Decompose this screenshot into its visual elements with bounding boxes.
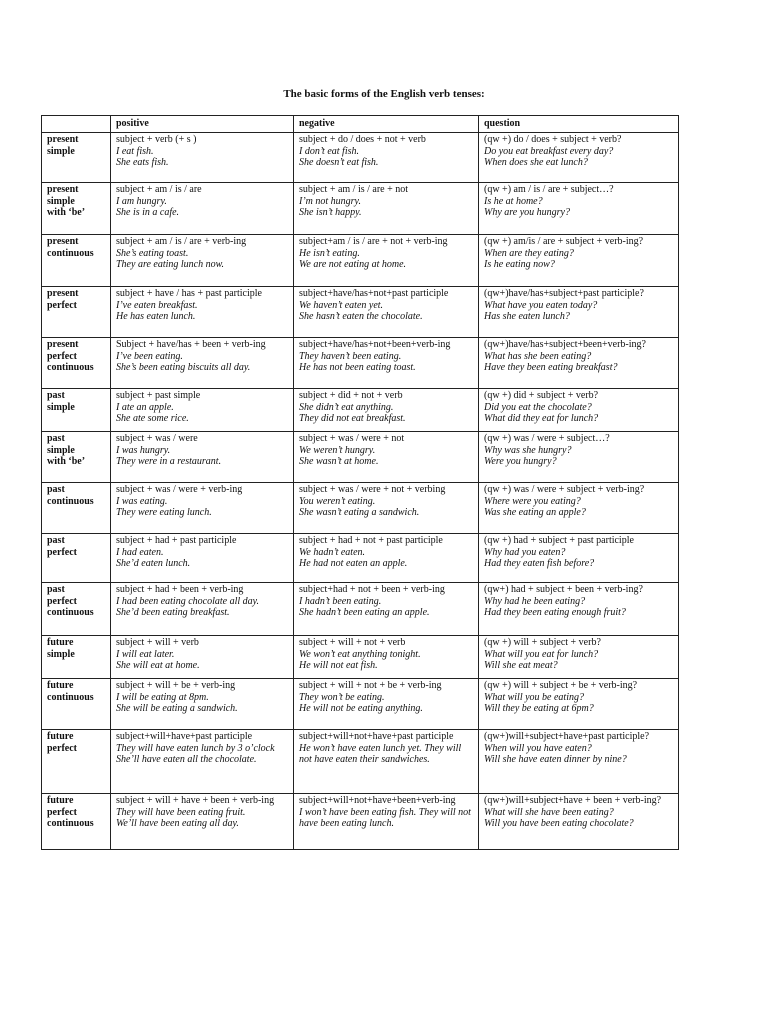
positive-example: They will have eaten lunch by 3 o’clock xyxy=(116,742,275,754)
table-row xyxy=(42,583,679,636)
table-row xyxy=(42,636,679,679)
negative-example: We hadn’t eaten. xyxy=(299,546,366,558)
tense-name-line: perfect xyxy=(47,595,77,607)
tense-name xyxy=(42,287,111,338)
table-row xyxy=(42,794,679,850)
question-cell xyxy=(479,133,679,183)
header-row xyxy=(42,116,679,133)
header-positive: positive xyxy=(111,116,294,133)
question-formula: (qw+)have/has+subject+been+verb-ing? xyxy=(484,339,646,350)
negative-example: I hadn’t been eating. xyxy=(299,595,382,607)
positive-cell xyxy=(111,338,294,389)
positive-example: She’d been eating breakfast. xyxy=(116,607,230,619)
negative-formula: subject+have/has+not+been+verb-ing xyxy=(299,339,451,350)
tense-name-line: past xyxy=(47,390,65,401)
positive-cell xyxy=(111,483,294,534)
tense-name-line: present xyxy=(47,339,79,350)
positive-example: We’ll have been eating all day. xyxy=(116,818,239,830)
negative-example: We won’t eat anything tonight. xyxy=(299,648,421,660)
tense-name-line: future xyxy=(47,680,74,691)
tense-name-line: present xyxy=(47,288,79,299)
negative-cell xyxy=(294,534,479,583)
question-example: Do you eat breakfast every day? xyxy=(484,145,614,157)
question-cell xyxy=(479,389,679,432)
tense-name xyxy=(42,183,111,235)
question-example: Why had he been eating? xyxy=(484,595,586,607)
negative-example: I’m not hungry. xyxy=(299,195,361,207)
negative-example: He isn’t eating. xyxy=(299,247,360,259)
question-example: Was she eating an apple? xyxy=(484,507,586,519)
tense-name xyxy=(42,338,111,389)
negative-example: He has not been eating toast. xyxy=(299,362,416,374)
positive-example: I was eating. xyxy=(116,495,168,507)
tense-name-line: future xyxy=(47,637,74,648)
tense-name-line: continuous xyxy=(47,691,94,703)
positive-formula: subject + will + have + been + verb-ing xyxy=(116,795,275,806)
header-tense xyxy=(42,116,111,133)
positive-example: I was hungry. xyxy=(116,444,171,456)
negative-formula: subject + am / is / are + not xyxy=(299,184,409,195)
negative-example: I don’t eat fish. xyxy=(299,145,359,157)
negative-example: He will not be eating anything. xyxy=(299,703,423,715)
question-example: Why are you hungry? xyxy=(484,207,570,219)
negative-example: We haven’t eaten yet. xyxy=(299,299,384,311)
tense-name-line: future xyxy=(47,731,74,742)
positive-example: I will be eating at 8pm. xyxy=(116,691,209,703)
tense-name xyxy=(42,133,111,183)
positive-example: They were eating lunch. xyxy=(116,507,212,519)
positive-formula: subject + have / has + past participle xyxy=(116,288,262,299)
tense-name xyxy=(42,235,111,287)
negative-cell xyxy=(294,235,479,287)
question-formula: (qw +) am/is / are + subject + verb-ing? xyxy=(484,236,644,247)
question-example: Had they been eating enough fruit? xyxy=(484,607,626,619)
question-cell xyxy=(479,183,679,235)
positive-example: I am hungry. xyxy=(116,195,167,207)
question-example: When are they eating? xyxy=(484,247,574,259)
question-example: When does she eat lunch? xyxy=(484,157,588,169)
positive-example: They will have been eating fruit. xyxy=(116,806,246,818)
tense-name xyxy=(42,534,111,583)
negative-cell xyxy=(294,794,479,850)
negative-example: She hasn’t eaten the chocolate. xyxy=(299,311,423,323)
tense-name-line: continuous xyxy=(47,362,94,374)
positive-cell xyxy=(111,636,294,679)
question-example: When will you have eaten? xyxy=(484,742,592,754)
header-question: question xyxy=(479,116,679,133)
positive-formula: subject + am / is / are + verb-ing xyxy=(116,236,247,247)
header-negative: negative xyxy=(294,116,479,133)
positive-example: I’ve been eating. xyxy=(116,350,183,362)
positive-formula: subject + had + past participle xyxy=(116,535,237,546)
question-formula: (qw +) was / were + subject…? xyxy=(484,433,610,444)
positive-cell xyxy=(111,235,294,287)
negative-example: We weren’t hungry. xyxy=(299,444,376,456)
negative-cell xyxy=(294,287,479,338)
negative-example: He will not eat fish. xyxy=(299,660,378,672)
positive-example: She’s eating toast. xyxy=(116,247,189,259)
negative-formula: subject + do / does + not + verb xyxy=(299,134,426,145)
negative-formula: subject + was / were + not + verbing xyxy=(299,484,446,495)
tense-name-line: continuous xyxy=(47,495,94,507)
tense-name-line: perfect xyxy=(47,546,77,558)
tense-name-line: perfect xyxy=(47,742,77,754)
negative-cell xyxy=(294,389,479,432)
question-formula: (qw +) had + subject + past participle xyxy=(484,535,634,546)
tense-name-line: present xyxy=(47,184,79,195)
negative-example: She isn’t happy. xyxy=(299,207,362,219)
question-formula: (qw +) did + subject + verb? xyxy=(484,390,599,401)
tense-name xyxy=(42,583,111,636)
question-example: Is he eating now? xyxy=(484,259,555,271)
positive-formula: subject + was / were + verb-ing xyxy=(116,484,243,495)
positive-formula: subject + will + be + verb-ing xyxy=(116,680,236,691)
positive-example: She is in a cafe. xyxy=(116,207,180,219)
negative-cell xyxy=(294,432,479,483)
table-row xyxy=(42,133,679,183)
tense-name-line: continuous xyxy=(47,247,94,259)
positive-formula: subject+will+have+past participle xyxy=(116,731,253,742)
question-cell xyxy=(479,679,679,730)
negative-example: They did not eat breakfast. xyxy=(299,413,406,425)
tense-name-line: present xyxy=(47,236,79,247)
tense-name-line: continuous xyxy=(47,607,94,619)
table-row xyxy=(42,432,679,483)
positive-example: She will be eating a sandwich. xyxy=(116,703,238,715)
question-example: What will she have been eating? xyxy=(484,806,614,818)
question-example: Where were you eating? xyxy=(484,495,581,507)
page-title: The basic forms of the English verb tenses: xyxy=(283,88,485,100)
tense-name-line: simple xyxy=(47,401,75,413)
tense-name-line: present xyxy=(47,134,79,145)
negative-cell xyxy=(294,133,479,183)
negative-cell xyxy=(294,636,479,679)
negative-cell xyxy=(294,730,479,794)
question-formula: (qw +) will + subject + verb? xyxy=(484,637,601,648)
question-example: Did you eat the chocolate? xyxy=(484,401,592,413)
positive-example: She ate some rice. xyxy=(116,413,189,425)
negative-formula: subject+have/has+not+past participle xyxy=(299,288,449,299)
table-row xyxy=(42,235,679,287)
question-formula: (qw+)will+subject+have + been + verb-ing? xyxy=(484,795,662,806)
question-example: Is he at home? xyxy=(484,195,543,207)
question-example: Will she have eaten dinner by nine? xyxy=(484,754,627,766)
question-example: Why was she hungry? xyxy=(484,444,572,456)
positive-example: I’ve eaten breakfast. xyxy=(116,299,198,311)
tense-name xyxy=(42,794,111,850)
question-example: Were you hungry? xyxy=(484,456,557,468)
tense-name-line: perfect xyxy=(47,350,77,362)
negative-cell xyxy=(294,679,479,730)
question-formula: (qw +) was / were + subject + verb-ing? xyxy=(484,484,645,495)
tense-name xyxy=(42,636,111,679)
tense-name-line: simple xyxy=(47,444,75,456)
question-formula: (qw +) am / is / are + subject…? xyxy=(484,184,614,195)
verb-tenses-table xyxy=(41,115,679,850)
question-example: What did they eat for lunch? xyxy=(484,413,599,425)
tense-name xyxy=(42,679,111,730)
question-cell xyxy=(479,534,679,583)
tense-name-line: simple xyxy=(47,195,75,207)
negative-cell xyxy=(294,583,479,636)
tense-name-line: future xyxy=(47,795,74,806)
positive-example: He has eaten lunch. xyxy=(116,311,196,323)
negative-example: She hadn’t been eating an apple. xyxy=(299,607,430,619)
negative-example: She wasn’t eating a sandwich. xyxy=(299,507,420,519)
negative-example: She didn’t eat anything. xyxy=(299,401,394,413)
question-example: Will she eat meat? xyxy=(484,660,558,672)
positive-formula: subject + was / were xyxy=(116,433,198,444)
question-cell xyxy=(479,794,679,850)
table-row xyxy=(42,679,679,730)
negative-example: You weren’t eating. xyxy=(299,495,376,507)
negative-formula: subject+am / is / are + not + verb-ing xyxy=(299,236,448,247)
table-row xyxy=(42,287,679,338)
tense-name-line: past xyxy=(47,433,65,444)
tense-name-line: past xyxy=(47,535,65,546)
negative-example: He won’t have eaten lunch yet. They will not have eaten their sandwiches. xyxy=(299,742,462,766)
positive-example: They are eating lunch now. xyxy=(116,259,225,271)
question-example: What will you eat for lunch? xyxy=(484,648,599,660)
positive-cell xyxy=(111,534,294,583)
negative-formula: subject + had + not + past participle xyxy=(299,535,443,546)
question-formula: (qw+) had + subject + been + verb-ing? xyxy=(484,584,643,595)
tense-name xyxy=(42,483,111,534)
question-cell xyxy=(479,432,679,483)
question-example: Why had you eaten? xyxy=(484,546,566,558)
negative-cell xyxy=(294,183,479,235)
negative-example: I won’t have been eating fish. They will not have been eating lunch. xyxy=(299,806,471,830)
positive-formula: subject + am / is / are xyxy=(116,184,202,195)
negative-example: They haven’t been eating. xyxy=(299,350,402,362)
question-example: Has she eaten lunch? xyxy=(484,311,570,323)
table-row xyxy=(42,730,679,794)
positive-cell xyxy=(111,794,294,850)
tense-name-line: with ‘be’ xyxy=(47,207,86,219)
tense-name-line: with ‘be’ xyxy=(47,456,86,468)
positive-cell xyxy=(111,583,294,636)
positive-example: She’s been eating biscuits all day. xyxy=(116,362,251,374)
positive-example: I had been eating chocolate all day. xyxy=(116,595,260,607)
positive-example: I will eat later. xyxy=(116,648,175,660)
positive-example: They were in a restaurant. xyxy=(116,456,222,468)
question-formula: (qw +) will + subject + be + verb-ing? xyxy=(484,680,638,691)
table-row xyxy=(42,389,679,432)
positive-cell xyxy=(111,389,294,432)
tense-name-line: simple xyxy=(47,145,75,157)
question-example: Will they be eating at 6pm? xyxy=(484,703,594,715)
positive-example: I eat fish. xyxy=(116,145,154,157)
positive-formula: subject + verb (+ s ) xyxy=(116,134,197,145)
tense-name xyxy=(42,730,111,794)
positive-cell xyxy=(111,287,294,338)
question-formula: (qw +) do / does + subject + verb? xyxy=(484,134,622,145)
question-cell xyxy=(479,338,679,389)
positive-cell xyxy=(111,679,294,730)
positive-formula: subject + will + verb xyxy=(116,637,199,648)
positive-formula: subject + past simple xyxy=(116,390,201,401)
table-row xyxy=(42,183,679,235)
negative-example: He had not eaten an apple. xyxy=(299,558,408,570)
question-formula: (qw+)will+subject+have+past participle? xyxy=(484,731,650,742)
negative-cell xyxy=(294,338,479,389)
positive-example: I had eaten. xyxy=(116,546,164,558)
question-example: What has she been eating? xyxy=(484,350,592,362)
table-row xyxy=(42,483,679,534)
negative-formula: subject + was / were + not xyxy=(299,433,405,444)
negative-example: They won’t be eating. xyxy=(299,691,385,703)
tense-name-line: perfect xyxy=(47,299,77,311)
question-cell xyxy=(479,730,679,794)
negative-example: She doesn’t eat fish. xyxy=(299,157,379,169)
positive-cell xyxy=(111,730,294,794)
question-cell xyxy=(479,583,679,636)
positive-formula: subject + had + been + verb-ing xyxy=(116,584,244,595)
negative-formula: subject + will + not + be + verb-ing xyxy=(299,680,442,691)
question-example: Have they been eating breakfast? xyxy=(484,362,618,374)
negative-formula: subject + did + not + verb xyxy=(299,390,403,401)
negative-formula: subject+will+not+have+past participle xyxy=(299,731,454,742)
negative-example: She wasn’t at home. xyxy=(299,456,379,468)
negative-formula: subject + will + not + verb xyxy=(299,637,406,648)
tense-name xyxy=(42,389,111,432)
positive-example: She’ll have eaten all the chocolate. xyxy=(116,754,257,766)
question-cell xyxy=(479,636,679,679)
question-formula: (qw+)have/has+subject+past participle? xyxy=(484,288,644,299)
positive-cell xyxy=(111,432,294,483)
table-row xyxy=(42,338,679,389)
tense-name-line: past xyxy=(47,484,65,495)
question-example: Will you have been eating chocolate? xyxy=(484,818,634,830)
question-example: What have you eaten today? xyxy=(484,299,598,311)
positive-example: She eats fish. xyxy=(116,157,169,169)
question-cell xyxy=(479,287,679,338)
positive-cell xyxy=(111,183,294,235)
question-example: What will you be eating? xyxy=(484,691,584,703)
question-example: Had they eaten fish before? xyxy=(484,558,595,570)
question-cell xyxy=(479,235,679,287)
tense-name-line: past xyxy=(47,584,65,595)
tense-name-line: perfect xyxy=(47,806,77,818)
tense-name xyxy=(42,432,111,483)
table-row xyxy=(42,534,679,583)
negative-example: We are not eating at home. xyxy=(299,259,407,271)
positive-example: She will eat at home. xyxy=(116,660,200,672)
negative-formula: subject+will+not+have+been+verb-ing xyxy=(299,795,456,806)
positive-cell xyxy=(111,133,294,183)
positive-example: I ate an apple. xyxy=(116,401,174,413)
negative-cell xyxy=(294,483,479,534)
positive-formula: Subject + have/has + been + verb-ing xyxy=(116,339,266,350)
tense-name-line: continuous xyxy=(47,818,94,830)
tense-name-line: simple xyxy=(47,648,75,660)
question-cell xyxy=(479,483,679,534)
negative-formula: subject+had + not + been + verb-ing xyxy=(299,584,445,595)
positive-example: She’d eaten lunch. xyxy=(116,558,191,570)
